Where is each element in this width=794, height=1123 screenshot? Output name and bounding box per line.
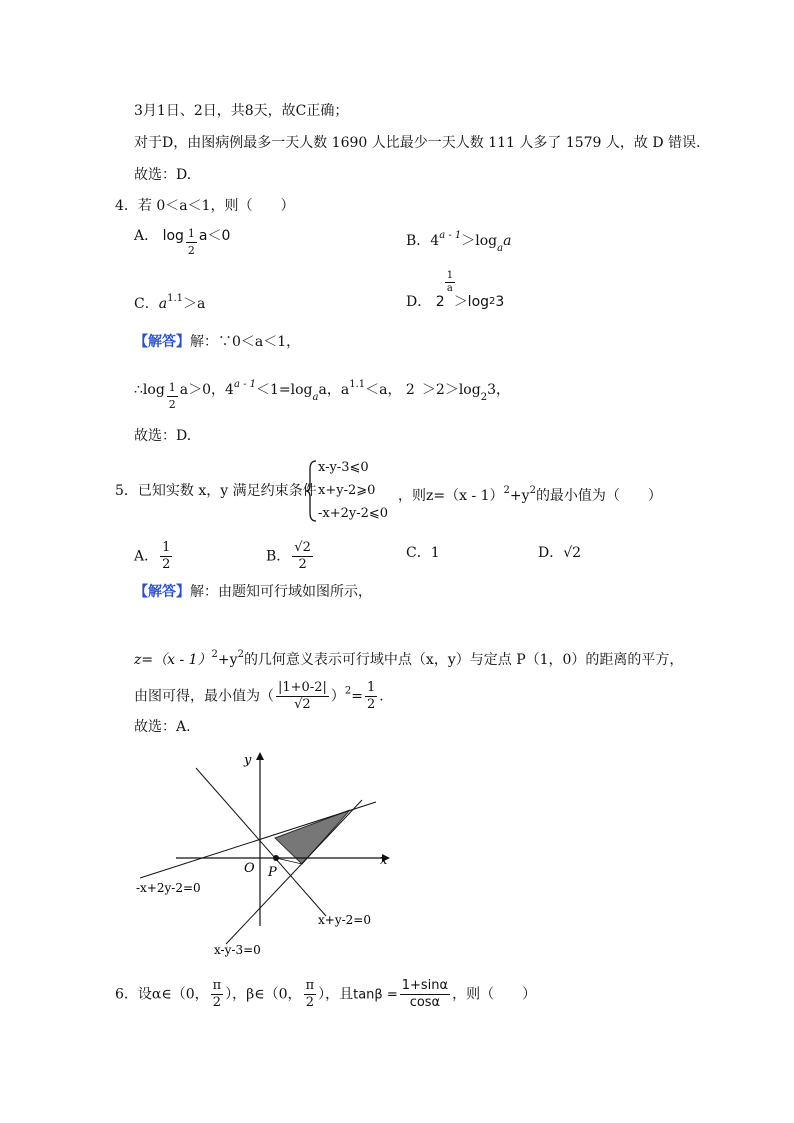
q5-brace: [306, 459, 318, 523]
q5-stem-b: ，则$z=(x - 1)^2+y^2$的最小值为（ ）: [398, 485, 662, 504]
feasible-region-figure: [130, 748, 400, 960]
q6-stem: 6．设α∈（0， $\frac{\pi}{2}$ ），β∈（0， $\frac{\pi}{2}$ ），且tanβ = $\frac{1+\sin\alpha}{\cos\alpha}$ ，则（ ）: [115, 978, 537, 1010]
q5-answer-line2: $z=(x - 1)^2+y^2$的几何意义表示可行域中点（x，y）与定点 P（1，0）的距离的平方，: [134, 649, 684, 668]
q4-option-c: C．$a^{1.1}>a$: [134, 293, 206, 312]
q4-option-d: D． 2 $\frac{1}{a}$ $>\log_23$: [406, 270, 505, 310]
q5-stem-a: 5．已知实数 x，y 满足约束条件: [115, 483, 317, 499]
q5-option-d: D．√2: [538, 545, 582, 561]
y-axis-label: y: [244, 753, 252, 768]
line2-label: x+y-2=0: [318, 913, 371, 927]
origin-label: O: [244, 861, 255, 876]
line1-label: -x+2y-2=0: [136, 881, 201, 895]
q3-choice-line: 故选：D.: [134, 167, 192, 183]
q5-constraint-1: x-y-3⩽0: [318, 460, 369, 475]
q5-option-c: C．1: [406, 545, 440, 561]
q5-option-a: A． $\frac{1}{2}$: [134, 540, 171, 572]
q4-option-b: B．$4^{a - 1}>\log_aa$: [406, 230, 512, 254]
q5-option-b: B． $\frac{√2}{2}$: [266, 540, 311, 572]
q4-option-a: A． log $\frac{1}{2}$ a＜0: [134, 227, 231, 257]
q5-constraint-3: -x+2y-2⩽0: [318, 506, 389, 521]
line3-label: x-y-3=0: [214, 943, 261, 957]
q3-text-line1: 3月1日、2日，共8天，故C正确；: [134, 103, 349, 119]
q5-constraint-2: x+y-2⩾0: [318, 483, 376, 498]
feasible-region: [275, 810, 350, 864]
point-p-label: P: [268, 865, 277, 880]
q5-answer-line3: 由图可得，最小值为（ $\frac{|1+0-2|}{√2}$ ）$^2$= $\frac{1}{2}$ .: [134, 680, 384, 712]
q5-answer-line1: 【解答】解：由题知可行域如图所示，: [134, 584, 372, 600]
x-axis-label: x: [380, 853, 388, 868]
q5-answer-choice: 故选：A.: [134, 719, 191, 735]
y-axis-arrow: [256, 752, 264, 760]
q4-answer-line2: ∴log $\frac{1}{2}$ a＞0，$4^{a - 1}<1=\log_aa$，$a^{1.1}<a$， 2 $>2>\log_23$，: [134, 379, 510, 411]
q3-text-line2: 对于D，由图病例最多一天人数 1690 人比最少一天人数 111 人多了 1579 人，故 D 错误.: [134, 135, 701, 151]
q4-stem: 4．若 0＜a＜1，则（ ）: [115, 198, 295, 214]
q4-answer-choice: 故选：D.: [134, 428, 192, 444]
q4-answer-line1: 【解答】解：∵0＜a＜1，: [134, 334, 301, 350]
line-neg-x-plus-2y: [140, 802, 376, 878]
